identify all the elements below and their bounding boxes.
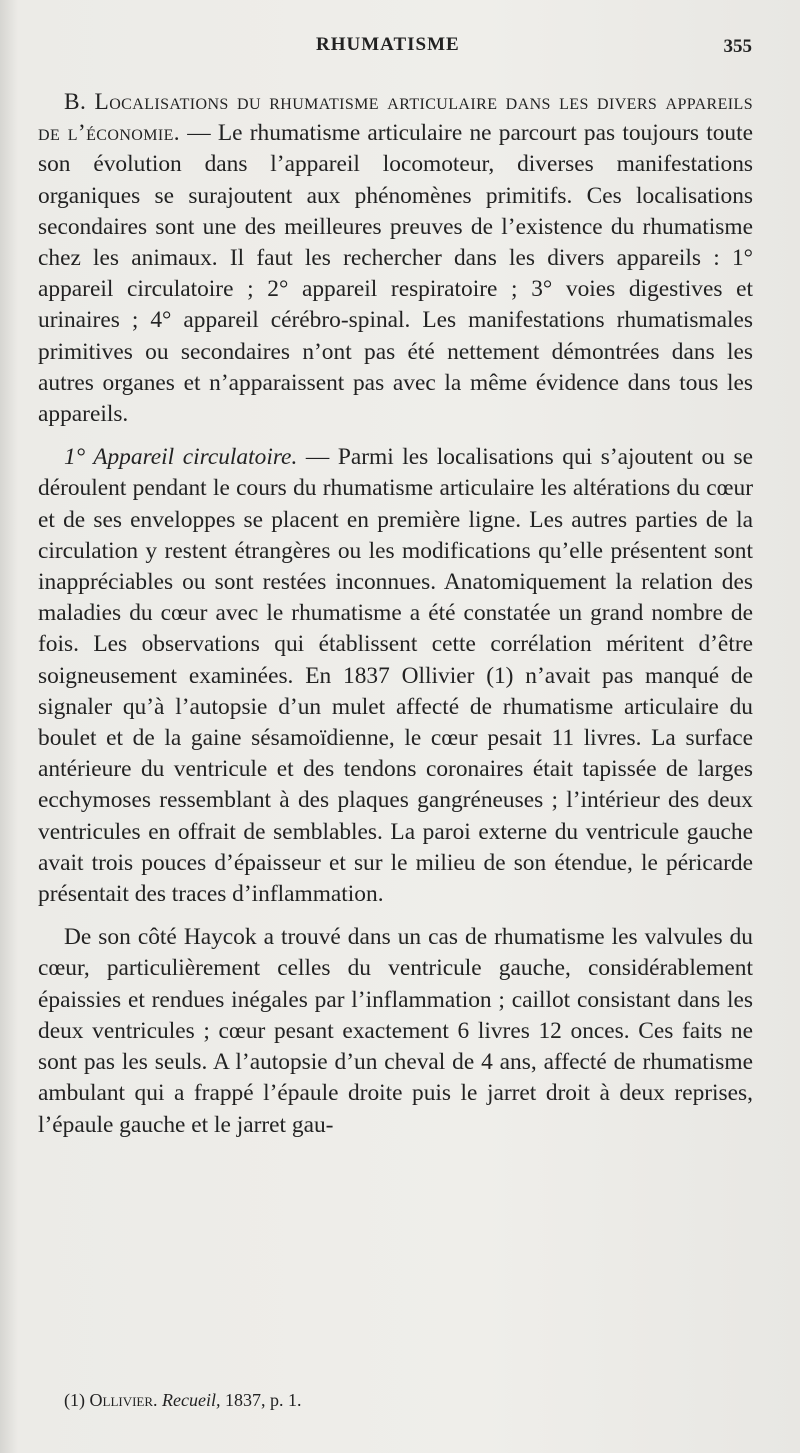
section-heading: B. Localisations du rhumatisme articulaire dans les divers appareils de l’économie. xyxy=(38,89,753,147)
footnote-journal: Recueil, xyxy=(162,1390,221,1410)
paragraph-haycok xyxy=(38,922,753,1140)
paragraph-text: — Parmi les localisations qui s’ajoutent ou se déroulent pendant le cours du rhumatisme articulaire les altérations du cœur et de ses enveloppes se placent en première ligne. Les autres parties de la circulation y restent étrangères ou les modifications qu’elle présentent sont inappréciables ou sont restées inconnues. Anatomiquement la relation des maladies du cœur avec le rhumatisme a été constatée un grand nombre de fois. Les observations qui établissent cette corrélation méritent d’être soigneusement examinées. En 1837 Ollivier (1) n’avait pas manqué de signaler qu’à l’autopsie d’un mulet affecté de rhumatisme articulaire du boulet et de la gaine sésamoïdienne, le cœur pesait 11 livres. La surface antérieure du ventricule et des tendons coronaires était tapissée de larges ecchymoses ressemblant à des plaques gangréneuses ; l’intérieur des deux ventricules en offrait de semblables. La paroi externe du ventricule gauche avait trois pouces d’épaisseur et sur le milieu de son étendue, le péricarde présentait des traces d’inflammation. xyxy=(38,444,753,908)
paragraph-localisations xyxy=(38,87,753,430)
subsection-heading: 1° Appareil circulatoire. xyxy=(64,444,298,471)
footnote-reference: 1837, p. 1. xyxy=(225,1390,302,1410)
paragraph-appareil-circulatoire xyxy=(38,442,753,910)
paragraph-text: De son côté Haycok a trouvé dans un cas de rhumatisme les valvules du cœur, particulièrement celles du ventricule gauche, considérablement épaissies et rendues inégales par l’inflammation ; caillot consistant dans les deux ventricules ; cœur pesant exactement 6 livres 12 onces. Ces faits ne sont pas les seuls. A l’autopsie d’un cheval de 4 ans, affecté de rhumatisme ambulant qui a frappé l’épaule droite puis le jarret droit à deux reprises, l’épaule gauche et le jarret gau- xyxy=(38,924,753,1138)
page-header xyxy=(0,34,800,64)
paragraph-text: — Le rhumatisme articulaire ne parcourt pas toujours toute son évolution dans l’appareil locomoteur, diverses manifestations organiques se surajoutent aux phénomènes primitifs. Ces localisations secondaires sont une des meilleures preuves de l’existence du rhumatisme chez les animaux. Il faut les rechercher dans les divers appareils : 1° appareil circulatoire ; 2° appareil respiratoire ; 3° voies digestives et urinaires ; 4° appareil cérébro-spinal. Les manifestations rhumatismales primitives ou secondaires n’ont pas été nettement démontrées dans les autres organes et n’apparaissent pas avec la même évidence dans tous les appareils. xyxy=(38,120,754,428)
running-title: RHUMATISME xyxy=(316,34,460,55)
page-number: 355 xyxy=(723,36,752,57)
footnote xyxy=(64,1390,302,1411)
body-text xyxy=(38,87,753,1141)
footnote-marker: (1) xyxy=(64,1390,85,1410)
footnote-author: Ollivier. xyxy=(89,1390,158,1410)
